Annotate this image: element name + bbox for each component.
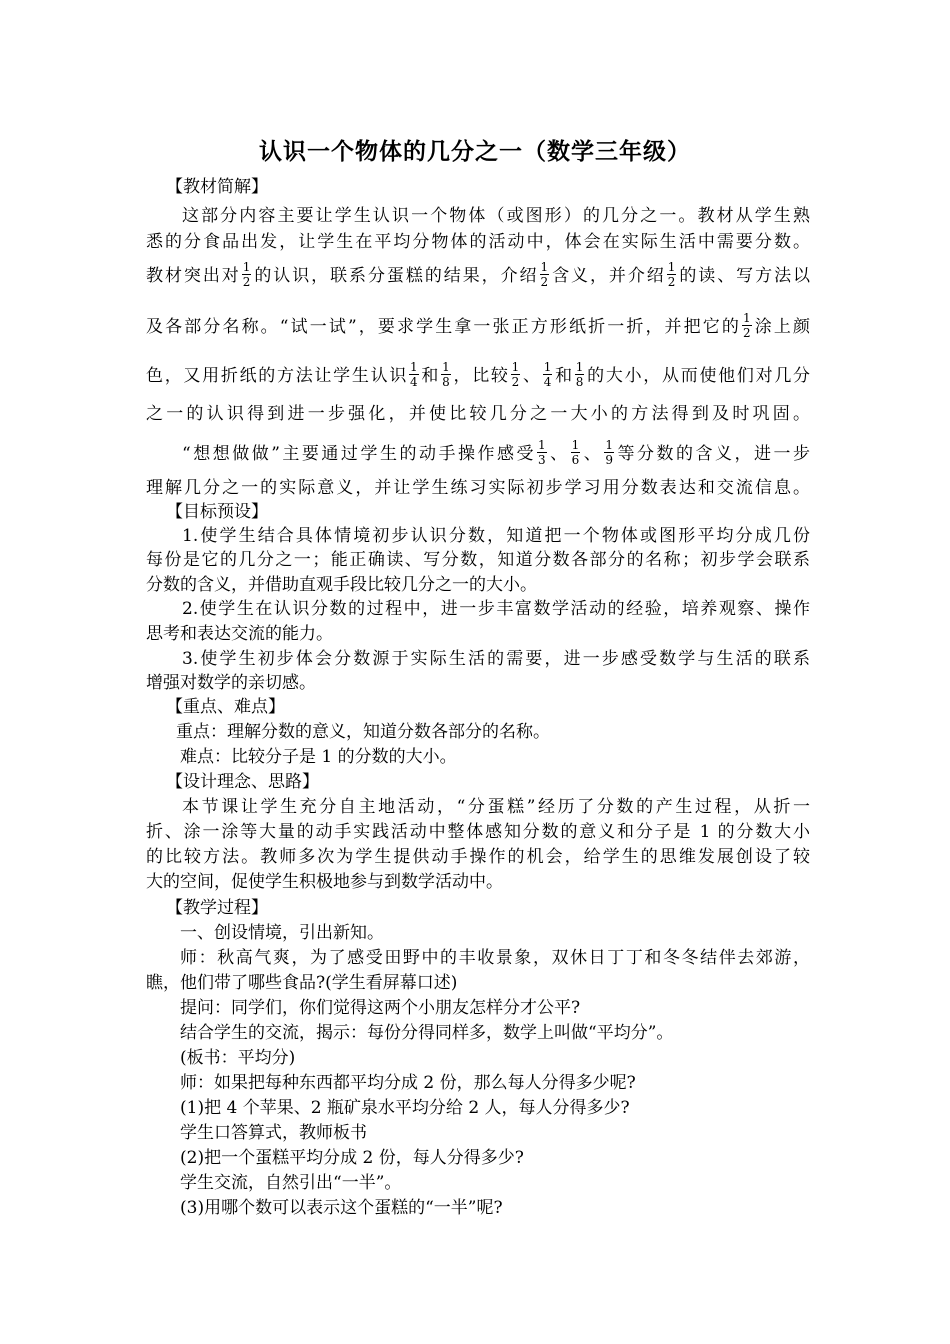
paragraph-line: 本节课让学生充分自主地活动，“分蛋糕”经历了分数的产生过程，从折一 [182, 797, 810, 817]
fraction-numerator: 1 [575, 360, 584, 374]
paragraph-line [146, 362, 810, 391]
paragraph-line: 增强对数学的亲切感。 [146, 673, 316, 693]
fraction-denominator: 2 [511, 375, 520, 389]
section-heading-textbook: 【教材简解】 [166, 177, 268, 197]
fraction [242, 260, 252, 289]
text-run: 、 [547, 444, 570, 464]
paragraph-line: 每份是它的几分之一；能正确读、写分数，知道分数各部分的名称；初步学会联系 [146, 550, 810, 570]
text-run: 的认识，联系分蛋糕的结果，介绍 [252, 266, 539, 286]
paragraph-line: 瞧，他们带了哪些食品?(学生看屏幕口述) [146, 973, 458, 993]
fraction-numerator: 1 [743, 311, 751, 325]
text-run: “想想做做”主要通过学生的动手操作感受 [182, 444, 536, 464]
fraction-denominator: 9 [605, 453, 613, 467]
paragraph-line: 3.使学生初步体会分数源于实际生活的需要，进一步感受数学与生活的联系 [182, 649, 810, 669]
paragraph-line: 折、涂一涂等大量的动手实践活动中整体感知分数的意义和分子是 1 的分数大小 [146, 822, 810, 842]
paragraph-line [146, 313, 810, 342]
paragraph-line: 学生口答算式，教师板书 [180, 1123, 367, 1143]
fraction-numerator: 1 [511, 360, 520, 374]
text-run: 、 [521, 366, 542, 386]
fraction [540, 260, 550, 289]
text-run: 的大小，从而使他们对几分 [585, 366, 811, 386]
paragraph-line: (1)把 4 个苹果、2 瓶矿泉水平均分给 2 人，每人分得多少? [180, 1098, 630, 1118]
fraction-numerator: 1 [242, 260, 251, 274]
fraction [537, 438, 547, 467]
fraction-numerator: 1 [667, 260, 676, 274]
fraction-denominator: 2 [242, 275, 251, 289]
text-run: 和 [553, 366, 574, 386]
document-title: 认识一个物体的几分之一（数学三年级） [259, 139, 691, 165]
paragraph-line: 师：如果把每种东西都平均分成 2 份，那么每人分得多少呢? [180, 1073, 636, 1093]
fraction-numerator: 1 [442, 360, 450, 374]
paragraph-line: 一、创设情境，引出新知。 [180, 923, 384, 943]
paragraph-line: 理解几分之一的实际意义，并让学生练习实际初步学习用分数表达和交流信息。 [146, 478, 810, 498]
fraction-denominator: 8 [575, 375, 584, 389]
fraction [575, 360, 585, 389]
fraction [742, 311, 752, 340]
text-run: 色，又用折纸的方法让学生认识 [146, 366, 409, 386]
fraction-denominator: 4 [543, 375, 552, 389]
text-run: ，比较 [451, 366, 510, 386]
fraction-denominator: 2 [743, 326, 751, 340]
text-run: 涂上颜 [752, 317, 810, 337]
fraction-denominator: 2 [667, 275, 676, 289]
paragraph-line: 学生交流，自然引出“一半”。 [180, 1173, 402, 1193]
text-run: 含义，并介绍 [550, 266, 666, 286]
fraction [571, 438, 581, 467]
paragraph-line [146, 262, 810, 291]
text-run: 及各部分名称。“试一试”，要求学生拿一张正方形纸折一折，并把它的 [146, 317, 742, 337]
fraction-denominator: 3 [538, 453, 546, 467]
fraction [604, 438, 614, 467]
section-heading-key-points: 【重点、难点】 [166, 697, 285, 717]
text-run: 和 [419, 366, 441, 386]
paragraph-line: (3)用哪个数可以表示这个蛋糕的“一半”呢? [180, 1198, 503, 1218]
text-run: 等分数的含义，进一步 [614, 444, 811, 464]
fraction [543, 360, 553, 389]
fraction-denominator: 6 [571, 453, 580, 467]
fraction [667, 260, 677, 289]
fraction-numerator: 1 [543, 360, 552, 374]
paragraph-line: 师：秋高气爽，为了感受田野中的丰收景象，双休日丁丁和冬冬结伴去郊游， [180, 948, 810, 968]
paragraph-line: 1.使学生结合具体情境初步认识分数，知道把一个物体或图形平均分成几份 [182, 526, 810, 546]
paragraph-line: 提问：同学们，你们觉得这两个小朋友怎样分才公平? [180, 998, 581, 1018]
fraction [441, 360, 451, 389]
section-heading-design: 【设计理念、思路】 [166, 772, 319, 792]
fraction-numerator: 1 [605, 438, 613, 452]
paragraph-line: 2.使学生在认识分数的过程中，进一步丰富数学活动的经验，培养观察、操作 [182, 599, 810, 619]
paragraph-line: 思考和表达交流的能力。 [146, 624, 333, 644]
fraction-numerator: 1 [538, 438, 546, 452]
text-run: 教材突出对 [146, 266, 241, 286]
paragraph-line: 的比较方法。教师多次为学生提供动手操作的机会，给学生的思维发展创设了较 [146, 847, 810, 867]
paragraph-line: 这部分内容主要让学生认识一个物体（或图形）的几分之一。教材从学生熟 [182, 206, 810, 226]
paragraph-line: 大的空间，促使学生积极地参与到数学活动中。 [146, 872, 503, 892]
section-heading-goals: 【目标预设】 [166, 502, 268, 522]
fraction-denominator: 4 [410, 375, 418, 389]
section-heading-process: 【教学过程】 [166, 898, 268, 918]
paragraph-line [182, 440, 810, 469]
fraction-numerator: 1 [410, 360, 418, 374]
fraction-numerator: 1 [571, 438, 580, 452]
fraction-denominator: 2 [540, 275, 549, 289]
text-run: 、 [581, 444, 604, 464]
fraction [409, 360, 419, 389]
paragraph-line: 难点：比较分子是 1 的分数的大小。 [180, 747, 457, 767]
paragraph-line: 之一的认识得到进一步强化，并使比较几分之一大小的方法得到及时巩固。 [146, 404, 810, 424]
paragraph-line: 悉的分食品出发，让学生在平均分物体的活动中，体会在实际生活中需要分数。 [146, 232, 810, 252]
paragraph-line: 重点：理解分数的意义，知道分数各部分的名称。 [176, 722, 550, 742]
paragraph-line: 结合学生的交流，揭示：每份分得同样多，数学上叫做“平均分”。 [180, 1023, 674, 1043]
text-run: 的读、写方法以 [677, 266, 811, 286]
paragraph-line: 分数的含义，并借助直观手段比较几分之一的大小。 [146, 575, 537, 595]
fraction-numerator: 1 [540, 260, 549, 274]
paragraph-line: (板书：平均分) [180, 1048, 296, 1068]
fraction [511, 360, 521, 389]
fraction-denominator: 8 [442, 375, 450, 389]
paragraph-line: (2)把一个蛋糕平均分成 2 份，每人分得多少? [180, 1148, 524, 1168]
